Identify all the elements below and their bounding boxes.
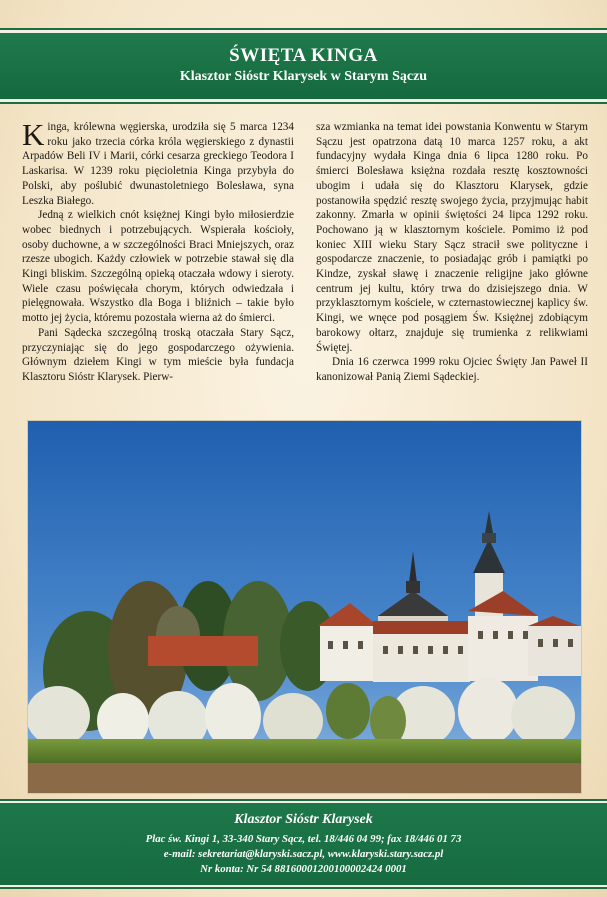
article-body [22, 117, 588, 420]
footer-title: Klasztor Sióstr Klarysek [234, 812, 373, 827]
article-paragraph: Jedną z wielkich cnót księżnej Kingi było miłosierdzie wobec biednych i potrzebujących. Wspierała kościoły, osoby duchowne, a w szczególności Braci Mniejszych, oraz rzesze ubogich. Każdy człowiek w potrzebie stawał się dla Kingi bliskim. Szczególną opieką otaczała wdowy i sieroty. Wiele czasu poświęcała chorym, których odwiedzała i pielęgnowała. Wszystko dla Boga i bliźnich – takie było motto jej życia, któremu pozostała wierna aż do śmierci. [22, 209, 294, 325]
article-paragraph: Pani Sądecka szczególną troską otaczała Stary Sącz, przyczyniając się do jego gospodarczego ożywienia. Głównym dziełem Kingi w tym mieście była fundacja Klasztoru Sióstr Klarysek. Pierw- [22, 326, 294, 383]
meadow [28, 739, 581, 763]
footer-banner [0, 801, 607, 887]
page-subtitle: Klasztor Sióstr Klarysek w Starym Sączu [179, 69, 428, 84]
plowed-field [28, 763, 581, 793]
article-column-right [316, 120, 588, 385]
footer-address: Plac św. Kingi 1, 33-340 Stary Sącz, tel. 18/446 04 99; fax 18/446 01 73 [145, 833, 462, 845]
article-paragraph: Dnia 16 czerwca 1999 roku Ojciec Święty Jan Paweł II kanonizował Panią Ziemi Sądeckiej. [316, 356, 588, 383]
article-column-left [22, 117, 294, 385]
article-paragraph: sza wzmianka na temat idei powstania Konwentu w Starym Sączu jest opatrzona datą 10 marca 1257 roku, a akt fundacyjny wydała Kinga dnia 6 lipca 1280 roku. Po śmierci Bolesława księżna rozdała resztę kosztowności ubogim i udała się do Klasztoru Klarysek, gdzie postanowiła spędzić resztę swojego życia, przyjmując habit zakonny. Zmarła w opinii świętości 24 lipca 1292 roku. Pochowano ją w klasztornym kościele. Pomimo iż pod koniec XIII wieku Stary Sącz stracił swe polityczne i gospodarcze znaczenie, to posiadając grób i pamiątki po Kindze, zyskał sławę i znaczenie religijne jako główne centrum jej kultu, który trwa do dzisiejszego dnia. W przyklasztornym kościele, w czternastowiecznej kaplicy św. Kingi, we wnęce pod posągiem Św. Księżnej zdobiącym barokowy ołtarz, znajduje się trumienka z relikwiami Świętej. [316, 121, 588, 354]
footer-contact: e-mail: sekretariat@klaryski.sacz.pl, www.klaryski.stary.sacz.pl [163, 848, 444, 860]
footer-account: Nr konta: Nr 54 88160001200100002424 0001 [200, 863, 407, 875]
header-banner [0, 30, 607, 102]
red-roof [148, 636, 258, 666]
article-paragraph: Kinga, królewna węgierska, urodziła się 5 marca 1234 roku jako trzecia córka króla węgierskiego z dynastii Arpadów Beli IV i Marii, córki cesarza greckiego Teodora I Laskarisa. W 1239 roku pięcioletnia Kinga przybyła do Polski, aby poślubić dwunastoletniego Bolesława, syna Leszka Białego. [22, 117, 294, 207]
page-title: ŚWIĘTA KINGA [229, 45, 378, 66]
monastery-photo [27, 420, 582, 794]
drop-cap: K [22, 117, 45, 152]
